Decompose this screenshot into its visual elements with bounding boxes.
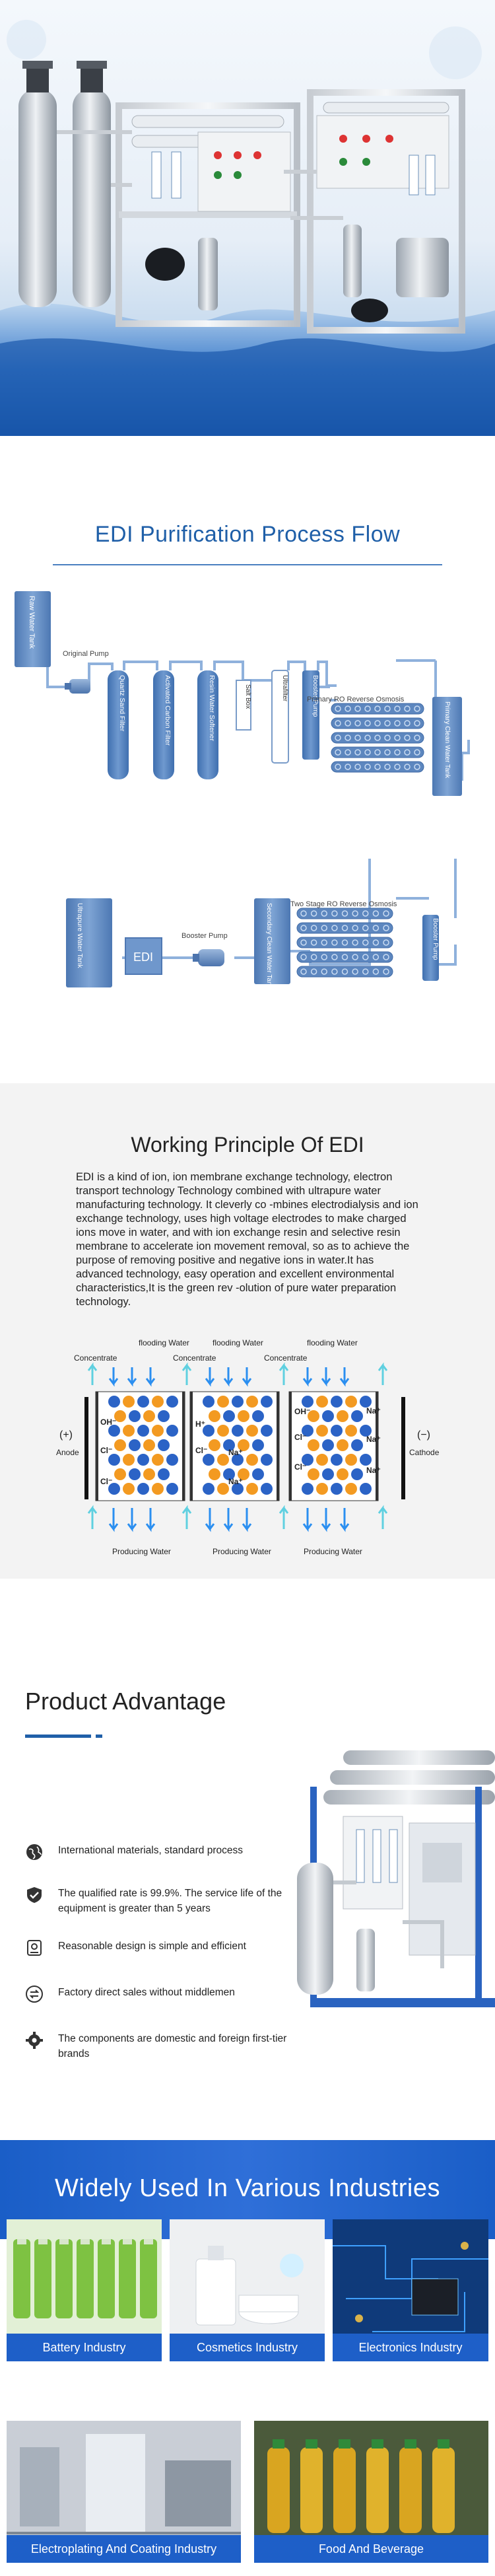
advantage-text: The components are domestic and foreign first-tier brands — [58, 2033, 287, 2059]
concentrate-arrow — [280, 1365, 288, 1385]
ion-membrane — [96, 1392, 98, 1501]
two-stage-ro-membranes — [297, 908, 393, 977]
concentrate-label-1: Concentrate — [74, 1353, 117, 1363]
globe-icon — [25, 1843, 44, 1861]
resin-bead — [345, 1425, 357, 1437]
producing-water-label-2: Producing Water — [213, 1547, 271, 1556]
resin-bead — [261, 1396, 273, 1408]
producing-water-label-3: Producing Water — [304, 1547, 362, 1556]
ion-membrane — [277, 1392, 279, 1501]
producing-water-label-1: Producing Water — [112, 1547, 171, 1556]
resin-bead — [360, 1454, 372, 1466]
concentrate-arrow — [183, 1365, 191, 1385]
industries-section — [0, 2140, 495, 2576]
resin-bead — [322, 1468, 334, 1480]
resin-bead — [143, 1468, 155, 1480]
resin-bead — [261, 1483, 273, 1495]
resin-bead — [252, 1439, 264, 1451]
booster-pump-3-label: Booster Pump — [182, 932, 228, 940]
resin-bead — [261, 1454, 273, 1466]
resin-bead — [166, 1454, 178, 1466]
industry-label: Food And Beverage — [254, 2535, 488, 2563]
flooding-arrow — [147, 1367, 154, 1384]
concentrate-arrow — [280, 1508, 288, 1529]
resin-bead — [203, 1483, 214, 1495]
producing-arrow — [206, 1508, 214, 1529]
resin-bead — [209, 1439, 220, 1451]
anode-electrode — [84, 1397, 88, 1499]
flooding-arrow — [110, 1367, 117, 1384]
resin-bead — [246, 1396, 258, 1408]
product-advantage-section — [0, 1579, 495, 2140]
ion-oh-1: OH⁻ — [100, 1417, 117, 1427]
industry-label: Cosmetics Industry — [170, 2334, 325, 2361]
resin-bead — [232, 1396, 244, 1408]
industry-label: Electronics Industry — [333, 2334, 488, 2361]
resin-bead — [302, 1396, 314, 1408]
industry-label: Electroplating And Coating Industry — [7, 2535, 241, 2563]
flooding-water-label-2: flooding Water — [213, 1338, 263, 1347]
resin-bead — [123, 1454, 135, 1466]
resin-bead — [209, 1410, 220, 1422]
anode-sign: (+) — [59, 1429, 73, 1441]
primary-ro-membranes — [331, 703, 424, 772]
resin-bead — [114, 1468, 126, 1480]
ion-na-3: Na⁺ — [366, 1406, 381, 1415]
resin-bead — [217, 1425, 229, 1437]
concentrate-arrow — [379, 1508, 387, 1529]
ion-cl-4: Cl⁻ — [294, 1433, 307, 1442]
hero-equipment-image — [0, 0, 495, 436]
resin-bead — [137, 1396, 149, 1408]
resin-water-softener-label: Resin Water Softener — [208, 675, 216, 741]
resin-bead — [345, 1483, 357, 1495]
two-stage-ro-label: Two Stage RO Reverse Osmosis — [290, 900, 397, 908]
resin-bead — [246, 1454, 258, 1466]
resin-bead — [203, 1454, 214, 1466]
ion-membrane — [182, 1392, 185, 1501]
ion-cl-2: Cl⁻ — [100, 1477, 113, 1486]
flooding-arrow — [341, 1367, 348, 1384]
booster-pump-3-icon — [193, 949, 224, 966]
ion-cl-1: Cl⁻ — [100, 1446, 113, 1455]
resin-bead — [345, 1396, 357, 1408]
flooding-arrow — [322, 1367, 330, 1384]
secondary-clean-water-tank-label: Secondary Clean Water Tank — [265, 903, 273, 989]
resin-bead — [261, 1425, 273, 1437]
ion-na-2: Na⁺ — [228, 1477, 243, 1486]
quartz-sand-filter-label: Quartz Sand Filter — [118, 675, 126, 732]
resin-bead — [166, 1396, 178, 1408]
industries-title: Widely Used In Various Industries — [55, 2174, 440, 2202]
resin-bead — [137, 1483, 149, 1495]
resin-bead — [302, 1483, 314, 1495]
ultrafilter-label: Ultrafilter — [281, 675, 288, 702]
industry-card-food-beverage[interactable] — [254, 2421, 488, 2563]
ultrapure-water-tank-label: Ultrapure Water Tank — [76, 903, 84, 968]
ion-cl-3: Cl⁻ — [195, 1446, 208, 1455]
resin-bead — [114, 1439, 126, 1451]
resin-bead — [217, 1483, 229, 1495]
resin-bead — [252, 1410, 264, 1422]
resin-bead — [217, 1396, 229, 1408]
product-advantage-title: Product Advantage — [25, 1688, 226, 1715]
ro-system-product-image — [284, 1750, 495, 2021]
resin-bead — [316, 1425, 328, 1437]
industry-label: Battery Industry — [7, 2334, 162, 2361]
ion-cl-5: Cl⁻ — [294, 1462, 307, 1472]
ultrapure-water-tank — [66, 898, 112, 987]
resin-bead — [158, 1410, 170, 1422]
resin-bead — [331, 1483, 343, 1495]
concentrate-label-3: Concentrate — [264, 1353, 308, 1363]
flooding-arrow — [224, 1367, 232, 1384]
advantage-text: Factory direct sales without middlemen — [58, 1987, 235, 1998]
original-pump-label: Original Pump — [63, 650, 109, 658]
resin-bead — [331, 1396, 343, 1408]
resin-bead — [360, 1483, 372, 1495]
industry-card-electronics[interactable] — [333, 2219, 488, 2361]
flooding-water-label-3: flooding Water — [307, 1338, 358, 1347]
resin-bead — [337, 1410, 348, 1422]
flooding-arrow — [243, 1367, 251, 1384]
resin-bead — [316, 1483, 328, 1495]
resin-bead — [152, 1396, 164, 1408]
resin-bead — [129, 1468, 141, 1480]
advantage-item — [25, 1843, 302, 1861]
resin-bead — [108, 1454, 120, 1466]
resin-bead — [217, 1454, 229, 1466]
title-underline — [25, 1735, 91, 1738]
resin-bead — [322, 1439, 334, 1451]
ion-h-1: H⁺ — [195, 1419, 205, 1429]
resin-bead — [143, 1439, 155, 1451]
working-principle-section — [0, 1083, 495, 1579]
resin-bead — [337, 1439, 348, 1451]
producing-arrow — [110, 1508, 117, 1529]
cathode-label: Cathode — [409, 1448, 440, 1457]
ion-na-4: Na⁺ — [366, 1435, 381, 1444]
ion-oh-2: OH⁻ — [294, 1407, 311, 1416]
primary-ro-label: Primary RO Reverse Osmosis — [307, 696, 405, 703]
process-flow-title: EDI Purification Process Flow — [94, 522, 401, 547]
process-flow-diagram — [0, 436, 495, 1083]
original-pump-icon — [65, 679, 90, 694]
resin-bead — [345, 1454, 357, 1466]
advantage-item — [25, 1985, 302, 2003]
concentrate-label-2: Concentrate — [173, 1353, 216, 1363]
resin-bead — [123, 1483, 135, 1495]
flooding-arrow — [304, 1367, 312, 1384]
resin-bead — [322, 1410, 334, 1422]
producing-arrow — [224, 1508, 232, 1529]
resin-bead — [238, 1410, 249, 1422]
salt-box-label: Salt Box — [244, 684, 251, 709]
resin-bead — [166, 1483, 178, 1495]
exchange-icon — [25, 1985, 44, 2003]
producing-arrow — [128, 1508, 136, 1529]
resin-bead — [337, 1468, 348, 1480]
booster-pump-1-label: Booster Pump — [312, 675, 319, 717]
producing-arrow — [322, 1508, 330, 1529]
flooding-arrow — [206, 1367, 214, 1384]
resin-bead — [158, 1468, 170, 1480]
ion-na-1: Na⁺ — [228, 1448, 243, 1457]
resin-bead — [123, 1425, 135, 1437]
resin-bead — [129, 1410, 141, 1422]
advantage-item — [25, 1886, 302, 1916]
producing-arrow — [147, 1508, 154, 1529]
resin-bead — [158, 1439, 170, 1451]
flooding-water-label-1: flooding Water — [139, 1338, 189, 1347]
resin-bead — [166, 1425, 178, 1437]
resin-bead — [123, 1396, 135, 1408]
advantage-text: International materials, standard process — [58, 1845, 244, 1856]
resin-bead — [129, 1439, 141, 1451]
industry-card-cosmetics[interactable] — [170, 2219, 325, 2361]
resin-bead — [152, 1454, 164, 1466]
ion-membrane — [289, 1392, 292, 1501]
working-principle-text: EDI is a kind of ion, ion membrane exchange technology, electron transport technology Technology combined with ultrapure water manufacturing technology. It cleverly co -mbines electrodialysis and ion exchange technology, uses high voltage electrodes to make charged ions move in water, and with ion exchange resin and selective resin membrane to accelerate ion movement removal, so as to achieve the purpose of removing positive and negative ions in water.It has advanced technology, easy operation and excellent environmental characteristics,It is the green rev -olution of pure water preparation technology. — [76, 1171, 418, 1308]
edi-principle-diagram — [0, 1338, 495, 1562]
flooding-arrow — [128, 1367, 136, 1384]
resin-bead — [351, 1468, 363, 1480]
gear-icon — [25, 2031, 44, 2050]
resin-bead — [137, 1425, 149, 1437]
producing-arrow — [304, 1508, 312, 1529]
resin-bead — [316, 1454, 328, 1466]
producing-arrow — [243, 1508, 251, 1529]
resin-bead — [331, 1454, 343, 1466]
design-icon — [25, 1939, 44, 1957]
resin-bead — [351, 1410, 363, 1422]
resin-bead — [308, 1439, 319, 1451]
booster-pump-2-label: Booster Pump — [432, 918, 439, 960]
concentrate-arrow — [88, 1508, 96, 1529]
resin-bead — [331, 1425, 343, 1437]
resin-bead — [223, 1410, 235, 1422]
resin-bead — [108, 1396, 120, 1408]
resin-bead — [152, 1425, 164, 1437]
resin-bead — [308, 1468, 319, 1480]
advantage-text: Reasonable design is simple and efficient — [58, 1941, 246, 1952]
process-flow-section — [0, 436, 495, 1083]
resin-bead — [232, 1425, 244, 1437]
shield-check-icon — [25, 1886, 44, 1904]
ion-na-5: Na⁺ — [366, 1466, 381, 1475]
advantage-text: The qualified rate is 99.9%. The service life of the equipment is greater than 5 years — [58, 1888, 282, 1914]
cathode-sign: (−) — [417, 1429, 430, 1441]
ion-membrane — [190, 1392, 193, 1501]
title-underline-dot — [96, 1735, 102, 1738]
activated-carbon-filter-label: Activated Carbon Filter — [164, 675, 172, 746]
resin-bead — [252, 1468, 264, 1480]
advantage-item — [25, 2031, 302, 2061]
working-principle-title: Working Principle Of EDI — [131, 1133, 364, 1157]
resin-bead — [316, 1396, 328, 1408]
concentrate-arrow — [183, 1508, 191, 1529]
concentrate-arrow — [379, 1365, 387, 1385]
industry-card-electroplating[interactable] — [7, 2421, 241, 2563]
advantage-item — [25, 1939, 302, 1957]
resin-bead — [143, 1410, 155, 1422]
hero-banner — [0, 0, 495, 436]
edi-module-label: EDI — [133, 950, 154, 964]
resin-bead — [246, 1483, 258, 1495]
resin-bead — [203, 1396, 214, 1408]
resin-bead — [209, 1468, 220, 1480]
cathode-electrode — [401, 1397, 405, 1499]
resin-bead — [152, 1483, 164, 1495]
anode-label: Anode — [56, 1448, 79, 1457]
raw-water-tank-label: Raw Water Tank — [28, 596, 36, 649]
concentrate-arrow — [88, 1365, 96, 1385]
producing-arrow — [341, 1508, 348, 1529]
resin-bead — [351, 1439, 363, 1451]
primary-clean-water-tank-label: Primary Clean Water Tank — [444, 701, 451, 779]
resin-bead — [246, 1425, 258, 1437]
resin-bead — [137, 1454, 149, 1466]
industry-card-battery[interactable] — [7, 2219, 162, 2361]
